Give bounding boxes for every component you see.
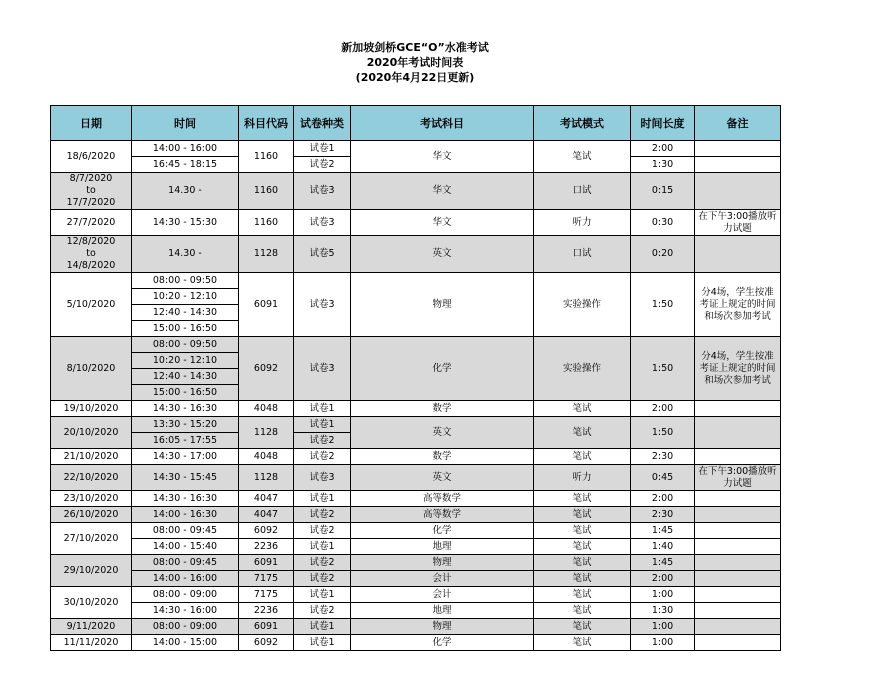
duration-cell: 1:50 (631, 337, 695, 401)
subject-cell: 高等数学 (351, 507, 534, 523)
duration-cell: 1:00 (631, 587, 695, 603)
code-cell: 6092 (239, 523, 294, 539)
subject-cell: 地理 (351, 539, 534, 555)
table-row (51, 523, 781, 539)
time-cell: 08:00 - 09:00 (132, 619, 239, 635)
mode-cell: 实验操作 (534, 273, 631, 337)
table-row (51, 491, 781, 507)
code-cell: 6091 (239, 555, 294, 571)
time-cell: 15:00 - 16:50 (132, 385, 239, 401)
paper-cell: 试卷2 (294, 449, 351, 465)
duration-cell: 1:00 (631, 635, 695, 651)
time-cell: 12:40 - 14:30 (132, 369, 239, 385)
subject-cell: 数学 (351, 401, 534, 417)
date-cell: 21/10/2020 (51, 449, 132, 465)
paper-cell: 试卷1 (294, 619, 351, 635)
date-cell: 19/10/2020 (51, 401, 132, 417)
duration-cell: 1:00 (631, 619, 695, 635)
mode-cell: 笔试 (534, 587, 631, 603)
mode-cell: 笔试 (534, 401, 631, 417)
date-cell: 5/10/2020 (51, 273, 132, 337)
date-cell: 22/10/2020 (51, 465, 132, 491)
mode-cell: 实验操作 (534, 337, 631, 401)
subject-cell: 华文 (351, 141, 534, 173)
table-row (51, 539, 781, 555)
table-row (51, 619, 781, 635)
header-code: 科目代码 (239, 106, 294, 141)
date-cell: 18/6/2020 (51, 141, 132, 173)
time-cell: 16:45 - 18:15 (132, 157, 239, 173)
code-cell: 7175 (239, 571, 294, 587)
time-cell: 14:00 - 16:00 (132, 141, 239, 157)
paper-cell: 试卷2 (294, 571, 351, 587)
time-cell: 15:00 - 16:50 (132, 321, 239, 337)
remarks-cell: 分4场，学生按准考证上规定的时间和场次参加考试 (695, 337, 781, 401)
date-cell: 8/7/2020 to 17/7/2020 (51, 173, 132, 210)
time-cell: 14:30 - 16:30 (132, 401, 239, 417)
subject-cell: 物理 (351, 555, 534, 571)
table-row (51, 210, 781, 236)
duration-cell: 0:45 (631, 465, 695, 491)
time-cell: 14:00 - 16:30 (132, 507, 239, 523)
mode-cell: 口试 (534, 173, 631, 210)
time-cell: 14:30 - 16:00 (132, 603, 239, 619)
date-cell: 12/8/2020 to 14/8/2020 (51, 236, 132, 273)
date-cell: 9/11/2020 (51, 619, 132, 635)
duration-cell: 1:30 (631, 603, 695, 619)
remarks-cell (695, 523, 781, 539)
code-cell: 6092 (239, 635, 294, 651)
code-cell: 2236 (239, 539, 294, 555)
paper-cell: 试卷1 (294, 491, 351, 507)
remarks-cell (695, 587, 781, 603)
time-cell: 10:20 - 12:10 (132, 353, 239, 369)
subject-cell: 会计 (351, 571, 534, 587)
paper-cell: 试卷1 (294, 587, 351, 603)
paper-cell: 试卷1 (294, 141, 351, 157)
subject-cell: 数学 (351, 449, 534, 465)
subject-cell: 地理 (351, 603, 534, 619)
remarks-cell (695, 157, 781, 173)
subject-cell: 物理 (351, 619, 534, 635)
paper-cell: 试卷1 (294, 539, 351, 555)
remarks-cell (695, 236, 781, 273)
date-cell: 29/10/2020 (51, 555, 132, 587)
subject-cell: 英文 (351, 236, 534, 273)
date-cell: 26/10/2020 (51, 507, 132, 523)
paper-cell: 试卷1 (294, 417, 351, 433)
header-subject: 考试科目 (351, 106, 534, 141)
duration-cell: 1:45 (631, 523, 695, 539)
code-cell: 7175 (239, 587, 294, 603)
paper-cell: 试卷2 (294, 555, 351, 571)
date-cell: 20/10/2020 (51, 417, 132, 449)
remarks-cell: 在下午3:00播放听力试题 (695, 210, 781, 236)
date-cell: 30/10/2020 (51, 587, 132, 619)
time-cell: 08:00 - 09:45 (132, 555, 239, 571)
duration-cell: 2:00 (631, 141, 695, 157)
table-row (51, 141, 781, 157)
header-remarks: 备注 (695, 106, 781, 141)
code-cell: 1160 (239, 141, 294, 173)
time-cell: 14:30 - 16:30 (132, 491, 239, 507)
table-row (51, 555, 781, 571)
title-line-1: 新加坡剑桥GCE“O”水准考试 (341, 41, 489, 54)
duration-cell: 1:50 (631, 273, 695, 337)
table-row (51, 507, 781, 523)
subject-cell: 华文 (351, 173, 534, 210)
mode-cell: 笔试 (534, 507, 631, 523)
header-duration: 时间长度 (631, 106, 695, 141)
mode-cell: 笔试 (534, 449, 631, 465)
paper-cell: 试卷3 (294, 465, 351, 491)
code-cell: 6091 (239, 273, 294, 337)
mode-cell: 笔试 (534, 619, 631, 635)
table-row (51, 236, 781, 273)
remarks-cell (695, 173, 781, 210)
date-cell: 8/10/2020 (51, 337, 132, 401)
mode-cell: 笔试 (534, 571, 631, 587)
header-row (51, 106, 781, 141)
duration-cell: 0:30 (631, 210, 695, 236)
time-cell: 10:20 - 12:10 (132, 289, 239, 305)
code-cell: 4047 (239, 491, 294, 507)
table-row (51, 587, 781, 603)
subject-cell: 英文 (351, 465, 534, 491)
remarks-cell (695, 603, 781, 619)
table-row (51, 273, 781, 289)
duration-cell: 1:40 (631, 539, 695, 555)
duration-cell: 0:15 (631, 173, 695, 210)
table-row (51, 465, 781, 491)
duration-cell: 2:30 (631, 507, 695, 523)
time-cell: 12:40 - 14:30 (132, 305, 239, 321)
paper-cell: 试卷2 (294, 157, 351, 173)
paper-cell: 试卷3 (294, 173, 351, 210)
code-cell: 1160 (239, 173, 294, 210)
code-cell: 1128 (239, 417, 294, 449)
mode-cell: 笔试 (534, 417, 631, 449)
code-cell: 2236 (239, 603, 294, 619)
duration-cell: 0:20 (631, 236, 695, 273)
remarks-cell (695, 539, 781, 555)
remarks-cell (695, 635, 781, 651)
remarks-cell: 在下午3:00播放听力试题 (695, 465, 781, 491)
code-cell: 4048 (239, 401, 294, 417)
header-date: 日期 (51, 106, 132, 141)
paper-cell: 试卷5 (294, 236, 351, 273)
duration-cell: 1:45 (631, 555, 695, 571)
remarks-cell (695, 619, 781, 635)
time-cell: 08:00 - 09:00 (132, 587, 239, 603)
duration-cell: 2:30 (631, 449, 695, 465)
header-paper: 试卷种类 (294, 106, 351, 141)
paper-cell: 试卷2 (294, 523, 351, 539)
duration-cell: 2:00 (631, 491, 695, 507)
table-row (51, 603, 781, 619)
header-mode: 考试模式 (534, 106, 631, 141)
paper-cell: 试卷3 (294, 337, 351, 401)
duration-cell: 1:50 (631, 417, 695, 449)
mode-cell: 笔试 (534, 635, 631, 651)
remarks-cell (695, 417, 781, 449)
time-cell: 14.30 - (132, 173, 239, 210)
time-cell: 14:00 - 15:40 (132, 539, 239, 555)
remarks-cell: 分4场，学生按准考证上规定的时间和场次参加考试 (695, 273, 781, 337)
mode-cell: 听力 (534, 210, 631, 236)
remarks-cell (695, 507, 781, 523)
mode-cell: 笔试 (534, 523, 631, 539)
mode-cell: 笔试 (534, 141, 631, 173)
duration-cell: 2:00 (631, 401, 695, 417)
time-cell: 08:00 - 09:45 (132, 523, 239, 539)
time-cell: 08:00 - 09:50 (132, 273, 239, 289)
code-cell: 1160 (239, 210, 294, 236)
subject-cell: 化学 (351, 337, 534, 401)
table-row (51, 401, 781, 417)
subject-cell: 华文 (351, 210, 534, 236)
title-block (0, 40, 830, 85)
table-row (51, 635, 781, 651)
time-cell: 13:30 - 15:20 (132, 417, 239, 433)
date-cell: 23/10/2020 (51, 491, 132, 507)
date-cell: 27/10/2020 (51, 523, 132, 555)
subject-cell: 高等数学 (351, 491, 534, 507)
title-line-3: (2020年4月22日更新) (355, 71, 475, 84)
header-time: 时间 (132, 106, 239, 141)
code-cell: 4048 (239, 449, 294, 465)
time-cell: 14:30 - 15:30 (132, 210, 239, 236)
paper-cell: 试卷2 (294, 603, 351, 619)
subject-cell: 英文 (351, 417, 534, 449)
code-cell: 6091 (239, 619, 294, 635)
paper-cell: 试卷3 (294, 210, 351, 236)
table-row (51, 417, 781, 433)
remarks-cell (695, 141, 781, 157)
time-cell: 14:30 - 17:00 (132, 449, 239, 465)
remarks-cell (695, 555, 781, 571)
time-cell: 08:00 - 09:50 (132, 337, 239, 353)
remarks-cell (695, 449, 781, 465)
code-cell: 4047 (239, 507, 294, 523)
time-cell: 14:00 - 16:00 (132, 571, 239, 587)
paper-cell: 试卷2 (294, 433, 351, 449)
mode-cell: 听力 (534, 465, 631, 491)
paper-cell: 试卷1 (294, 635, 351, 651)
time-cell: 14:00 - 15:00 (132, 635, 239, 651)
date-cell: 27/7/2020 (51, 210, 132, 236)
subject-cell: 化学 (351, 523, 534, 539)
paper-cell: 试卷2 (294, 507, 351, 523)
remarks-cell (695, 571, 781, 587)
subject-cell: 会计 (351, 587, 534, 603)
paper-cell: 试卷3 (294, 273, 351, 337)
mode-cell: 笔试 (534, 539, 631, 555)
mode-cell: 口试 (534, 236, 631, 273)
subject-cell: 化学 (351, 635, 534, 651)
mode-cell: 笔试 (534, 555, 631, 571)
mode-cell: 笔试 (534, 603, 631, 619)
paper-cell: 试卷1 (294, 401, 351, 417)
table-row (51, 337, 781, 353)
title-line-2: 2020年考试时间表 (366, 56, 464, 69)
code-cell: 6092 (239, 337, 294, 401)
table-row (51, 571, 781, 587)
table-row (51, 449, 781, 465)
table-row (51, 173, 781, 210)
remarks-cell (695, 491, 781, 507)
code-cell: 1128 (239, 465, 294, 491)
duration-cell: 2:00 (631, 571, 695, 587)
exam-schedule-table (50, 105, 781, 651)
time-cell: 14.30 - (132, 236, 239, 273)
code-cell: 1128 (239, 236, 294, 273)
mode-cell: 笔试 (534, 491, 631, 507)
remarks-cell (695, 401, 781, 417)
date-cell: 11/11/2020 (51, 635, 132, 651)
duration-cell: 1:30 (631, 157, 695, 173)
time-cell: 14:30 - 15:45 (132, 465, 239, 491)
subject-cell: 物理 (351, 273, 534, 337)
time-cell: 16:05 - 17:55 (132, 433, 239, 449)
